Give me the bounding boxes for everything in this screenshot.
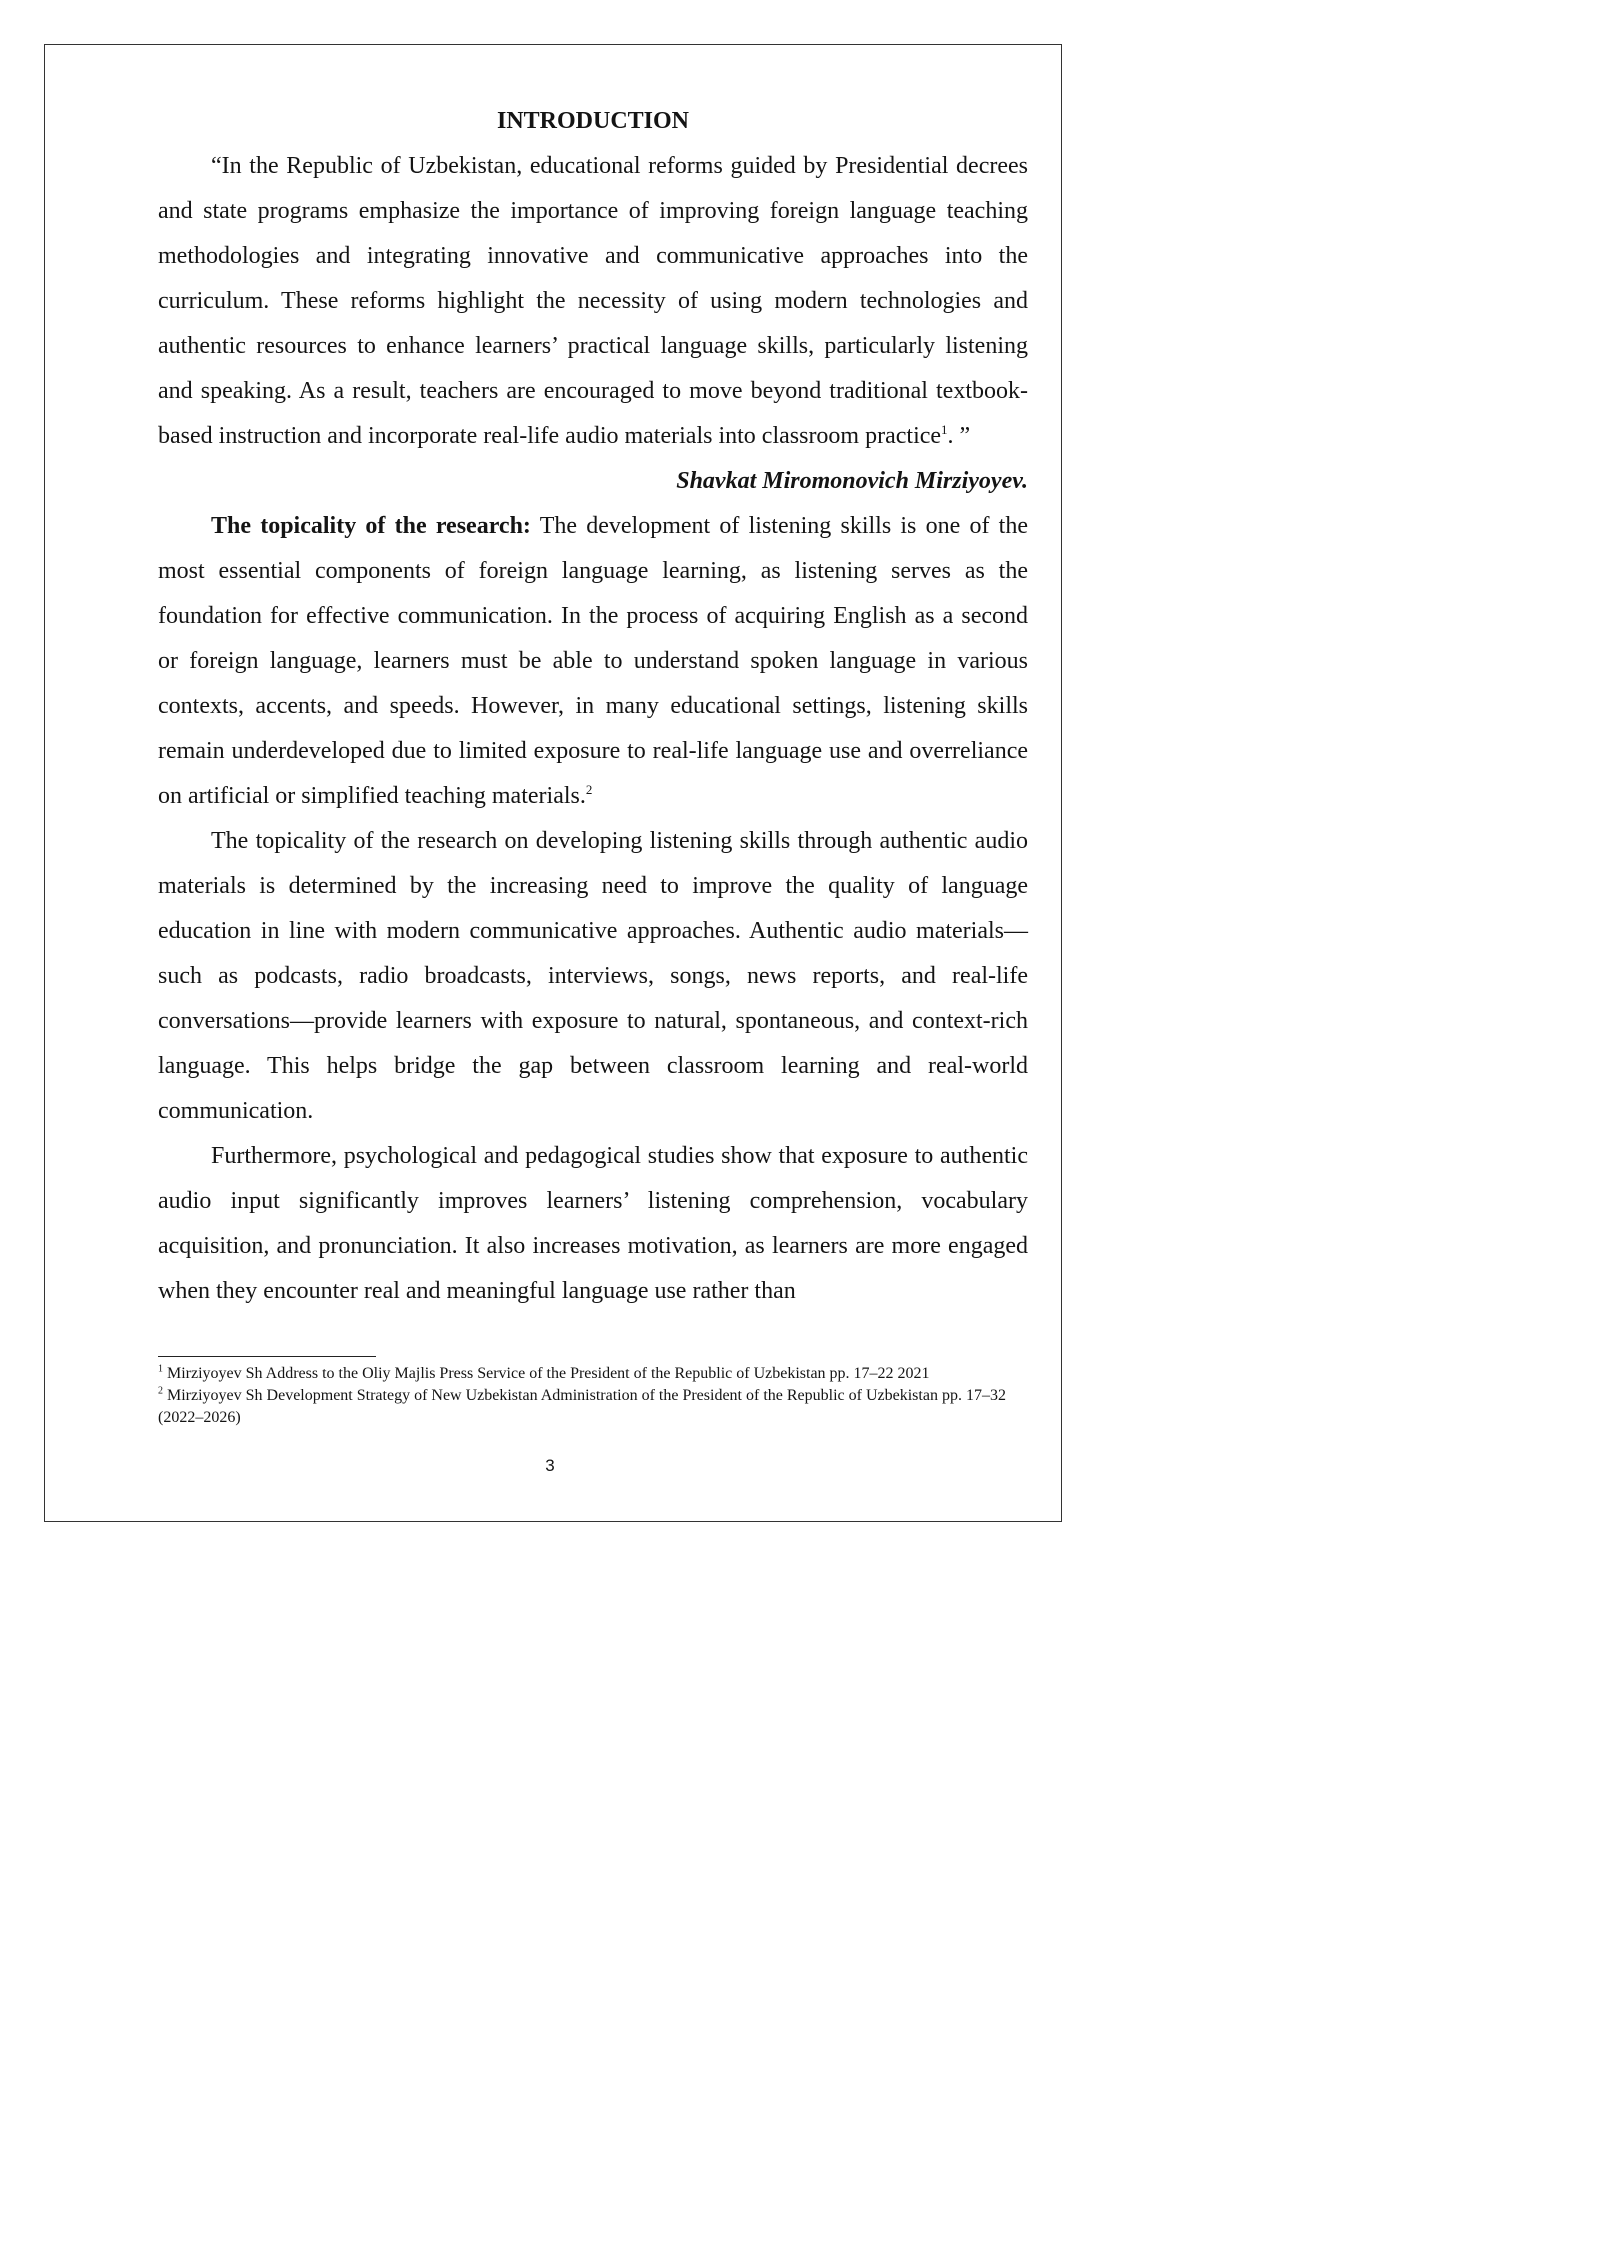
topicality-text: The development of listening skills is one of the most essential components of foreign language learning, as listening serves as the foundation for effective communication. In the process of acquiring English as a second or foreign language, learners must be able to understand spoken language in various contexts, accents, and speeds. However, in many educational settings, listening skills remain underdeveloped due to limited exposure to real-life language use and overreliance on artificial or simplified teaching materials.: [158, 513, 1028, 809]
page-title: INTRODUCTION: [496, 108, 690, 134]
quote-text: “In the Republic of Uzbekistan, educational reforms guided by Presidential decrees and state programs emphasize the importance of improving foreign language teaching methodologies and integrating innovative and communicative approaches into the curriculum. These reforms highlight the necessity of using modern technologies and authentic resources to enhance learners’ practical language skills, particularly listening and speaking. As a result, teachers are encouraged to move beyond traditional textbook-based instruction and incorporate real-life audio materials into classroom practice: [158, 153, 1028, 449]
page-number: 3: [545, 1456, 555, 1475]
epigraph-quote: [158, 144, 1028, 459]
footnote-1: [158, 1363, 1028, 1385]
body-paragraph-4: Furthermore, psychological and pedagogical studies show that exposure to authentic audio input significantly improves learners’ listening comprehension, vocabulary acquisition, and pronunciation. It also increases motivation, as learners are more engaged when they encounter real and meaningful language use rather than: [158, 1143, 1028, 1304]
quote-closing: . ”: [947, 423, 971, 449]
footnotes: [158, 1363, 1028, 1429]
footnote-marker-2: 2: [158, 1385, 163, 1397]
topicality-paragraph: [158, 504, 1028, 819]
footnote-separator: [158, 1356, 376, 1357]
topicality-heading: The topicality of the research:: [211, 513, 531, 539]
footnote-text-2: Mirziyoyev Sh Development Strategy of New Uzbekistan Administration of the President of the Republic of Uzbekistan pp. 17–32 (2022–2026): [158, 1387, 1006, 1426]
body-paragraph-3: The topicality of the research on developing listening skills through authentic audio materials is determined by the increasing need to improve the quality of language education in line with modern communicative approaches. Authentic audio materials—such as podcasts, radio broadcasts, interviews, songs, news reports, and real-life conversations—provide learners with exposure to natural, spontaneous, and context-rich language. This helps bridge the gap between classroom learning and real-world communication.: [158, 828, 1028, 1124]
footnote-text-1: Mirziyoyev Sh Address to the Oliy Majlis Press Service of the President of the Republic of Uzbekistan pp. 17–22 2021: [163, 1365, 930, 1382]
footnote-marker-1: 1: [158, 1363, 163, 1375]
footnote-2: [158, 1385, 1028, 1429]
footnote-ref-1[interactable]: 1: [941, 422, 948, 437]
footnote-ref-2[interactable]: 2: [585, 782, 593, 797]
document-body: [158, 99, 1028, 1314]
quote-author: Shavkat Miromonovich Mirziyoyev.: [676, 468, 1028, 494]
